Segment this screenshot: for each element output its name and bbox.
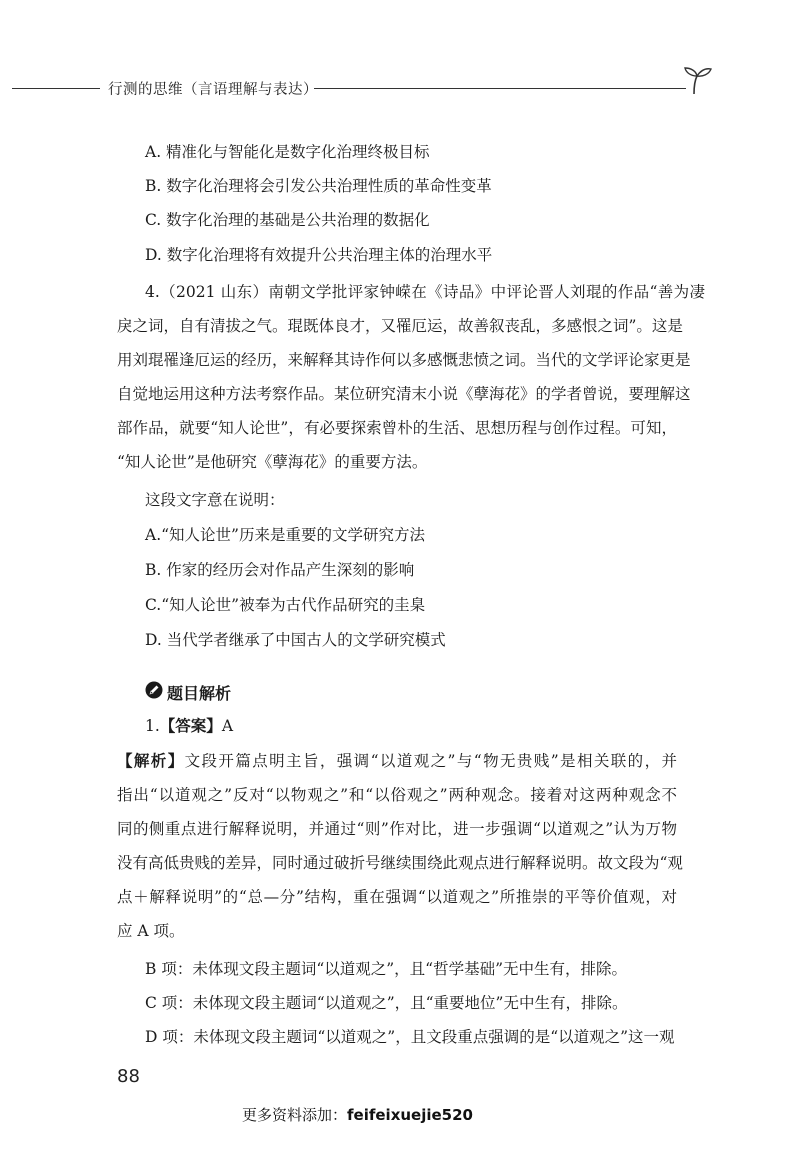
q3-option-c: C. 数字化治理的基础是公共治理的数据化 bbox=[145, 211, 430, 229]
q4-option-c: C.“知人论世”被奉为古代作品研究的圭臬 bbox=[145, 596, 426, 614]
q4-line-4: 自觉地运用这种方法考察作品。某位研究清末小说《孽海花》的学者曾说，要理解这 bbox=[117, 385, 691, 403]
q4-option-d: D. 当代学者继承了中国古人的文学研究模式 bbox=[145, 631, 446, 649]
q3-option-d: D. 数字化治理将有效提升公共治理主体的治理水平 bbox=[145, 246, 493, 264]
answer-number: 1. bbox=[145, 717, 160, 735]
answer-tag: 【答案】 bbox=[159, 716, 222, 735]
explain-line-1 bbox=[117, 751, 677, 771]
analysis-item-c: C 项：未体现文段主题词“以道观之”，且“重要地位”无中生有，排除。 bbox=[145, 994, 628, 1012]
explain-line-6: 应 A 项。 bbox=[117, 922, 185, 940]
pencil-badge-icon bbox=[145, 681, 163, 699]
running-header bbox=[0, 66, 800, 106]
explain-line-5: 点＋解释说明”的“总—分”结构，重在强调“以道观之”所推崇的平等价值观，对 bbox=[117, 888, 677, 906]
explain-line-4: 没有高低贵贱的差异，同时通过破折号继续围绕此观点进行解释说明。故文段为“观 bbox=[117, 854, 683, 872]
explain-first-text: 文段开篇点明主旨，强调“以道观之”与“物无贵贱”是相关联的，并 bbox=[184, 752, 677, 770]
q4-line-3: 用刘琨罹逢厄运的经历，来解释其诗作何以多感慨悲愤之词。当代的文学评论家更是 bbox=[117, 351, 691, 369]
footer-handle: feifeixuejie520 bbox=[347, 1106, 473, 1124]
explain-line-3: 同的侧重点进行解释说明，并通过“则”作对比，进一步强调“以道观之”认为万物 bbox=[117, 820, 677, 838]
q4-option-b: B. 作家的经历会对作品产生深刻的影响 bbox=[145, 561, 415, 579]
analysis-item-d: D 项：未体现文段主题词“以道观之”，且文段重点强调的是“以道观之”这一观 bbox=[145, 1028, 675, 1046]
page-number: 88 bbox=[117, 1066, 140, 1087]
answer-line bbox=[145, 716, 233, 736]
analysis-item-b: B 项：未体现文段主题词“以道观之”，且“哲学基础”无中生有，排除。 bbox=[145, 960, 628, 978]
header-rule-right bbox=[314, 88, 686, 89]
analysis-title: 题目解析 bbox=[167, 684, 232, 703]
footer-note bbox=[242, 1104, 473, 1125]
header-rule-left bbox=[12, 88, 100, 89]
sprout-icon bbox=[680, 66, 714, 96]
footer-prefix: 更多资料添加： bbox=[242, 1106, 348, 1124]
q3-option-a: A. 精准化与智能化是数字化治理终极目标 bbox=[145, 143, 430, 161]
q4-prompt: 这段文字意在说明： bbox=[145, 491, 285, 509]
q4-line-1: 4.（2021 山东）南朝文学批评家钟嵘在《诗品》中评论晋人刘琨的作品“善为凄 bbox=[145, 283, 705, 301]
explain-line-2: 指出“以道观之”反对“以物观之”和“以俗观之”两种观念。接着对这两种观念不 bbox=[117, 786, 677, 804]
q4-option-a: A.“知人论世”历来是重要的文学研究方法 bbox=[145, 526, 425, 544]
header-title: 行测的思维（言语理解与表达） bbox=[108, 82, 318, 98]
q4-line-5: 部作品，就要“知人论世”，有必要探索曾朴的生活、思想历程与创作过程。可知， bbox=[117, 419, 677, 437]
q4-line-6: “知人论世”是他研究《孽海花》的重要方法。 bbox=[117, 453, 428, 471]
q3-option-b: B. 数字化治理将会引发公共治理性质的革命性变革 bbox=[145, 177, 492, 195]
explain-tag: 【解析】 bbox=[117, 751, 185, 770]
q4-line-2: 戾之词，自有清拔之气。琨既体良才，又罹厄运，故善叙丧乱，多感恨之词”。这是 bbox=[117, 317, 683, 335]
answer-value: A bbox=[221, 717, 234, 735]
